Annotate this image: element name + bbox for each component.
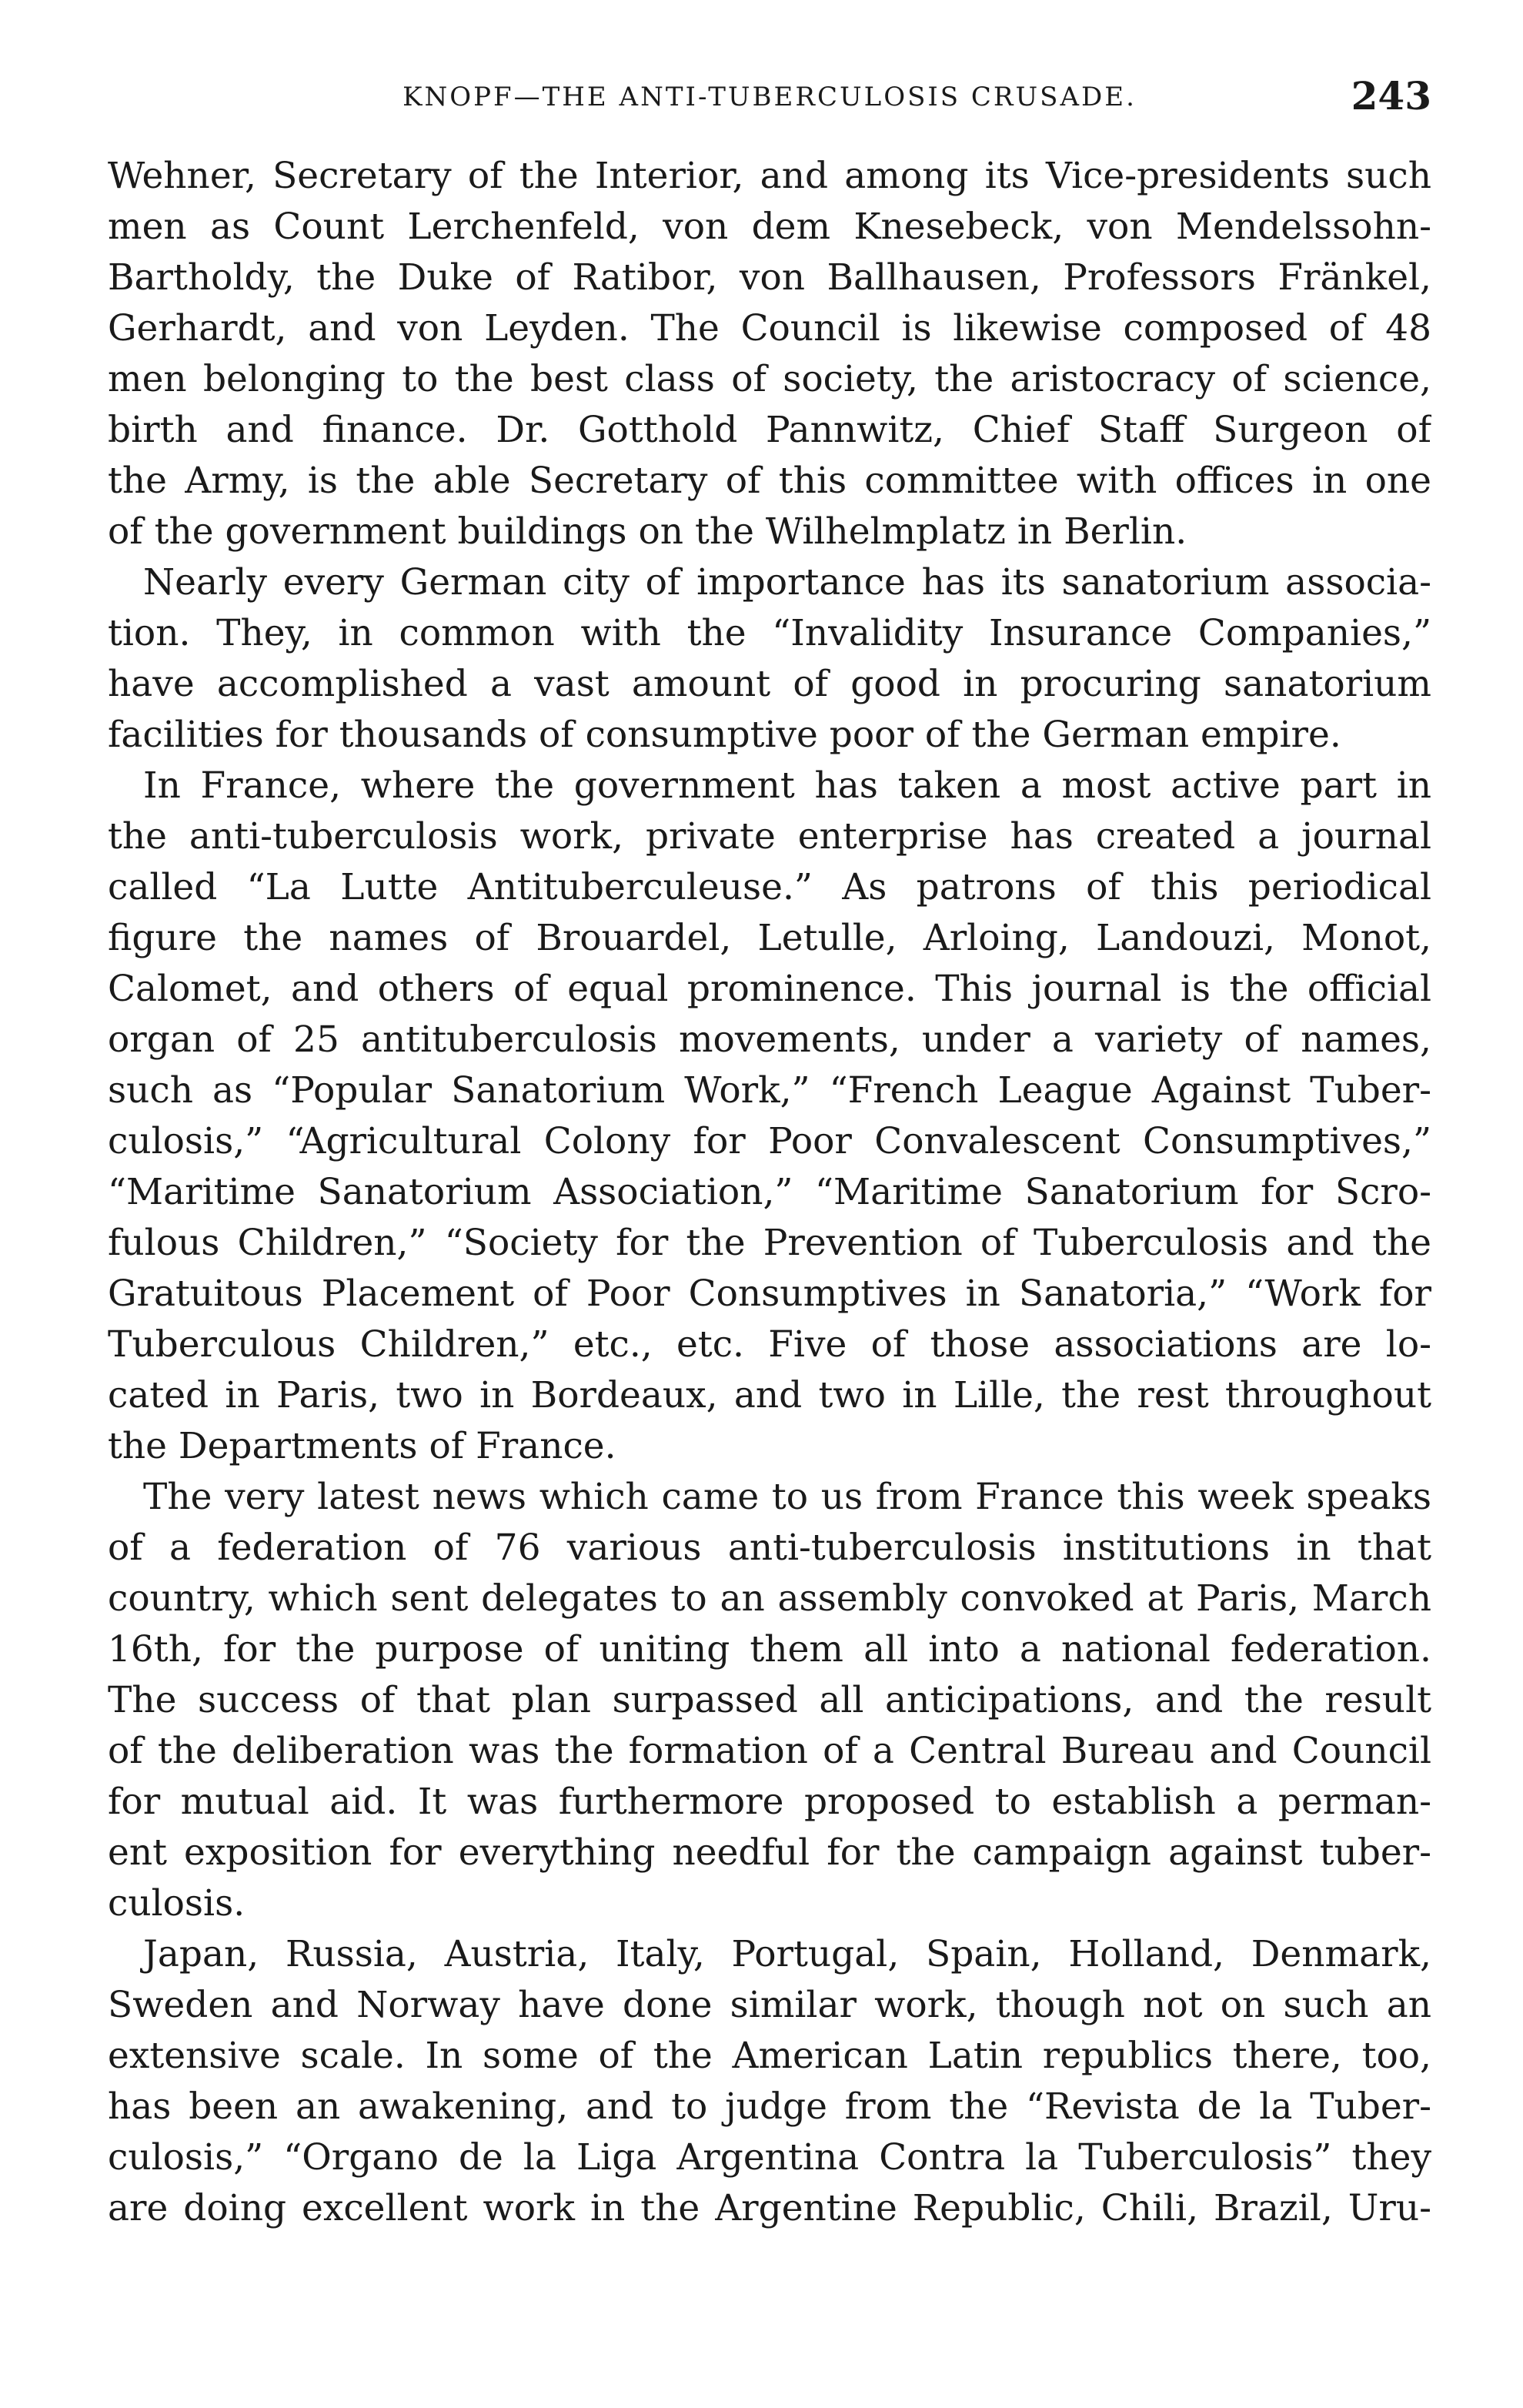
paragraph-2 [108, 557, 1431, 761]
text-line: extensive scale. In some of the American Latin republics there, too, [108, 2035, 1431, 2077]
text-line: 16th, for the purpose of uniting them all into a national federation. [108, 1628, 1431, 1671]
text-line: Gerhardt, and von Leyden. The Council is likewise composed of 48 [108, 307, 1431, 349]
text-line: men as Count Lerchenfeld, von dem Knesebeck, von Mendelssohn- [108, 206, 1431, 248]
text-line: culosis,” “Organo de la Liga Argentina Contra la Tuberculosis” they [108, 2136, 1431, 2179]
paragraph-4 [108, 1472, 1431, 1929]
running-head [108, 74, 1431, 135]
text-line: culosis. [108, 1882, 245, 1925]
text-line: the Army, is the able Secretary of this committee with offices in one [108, 460, 1431, 502]
page-number: 243 [1351, 73, 1431, 119]
paragraph-5 [108, 1929, 1431, 2234]
text-line: tion. They, in common with the “Invalidity Insurance Companies,” [108, 612, 1431, 654]
text-line: birth and finance. Dr. Gotthold Pannwitz, Chief Staff Surgeon of [108, 409, 1431, 451]
text-line: of the government buildings on the Wilhelmplatz in Berlin. [108, 510, 1187, 553]
text-line: figure the names of Brouardel, Letulle, Arloing, Landouzi, Monot, [108, 917, 1431, 959]
text-line: culosis,” “Agricultural Colony for Poor Convalescent Consumptives,” [108, 1120, 1431, 1162]
text-line: Wehner, Secretary of the Interior, and among its Vice-presidents such [108, 155, 1431, 197]
text-line: “Maritime Sanatorium Association,” “Maritime Sanatorium for Scro- [108, 1171, 1431, 1213]
text-line: the anti-tuberculosis work, private enterprise has created a journal [108, 815, 1431, 858]
text-line: fulous Children,” “Society for the Prevention of Tuberculosis and the [108, 1222, 1431, 1264]
text-line: Tuberculous Children,” etc., etc. Five of those associations are lo- [108, 1323, 1431, 1366]
text-line: men belonging to the best class of society, the aristocracy of science, [108, 358, 1431, 400]
text-line: Nearly every German city of importance has its sanatorium associa- [143, 561, 1431, 604]
text-line: has been an awakening, and to judge from the “Revista de la Tuber- [108, 2085, 1431, 2128]
text-line: Sweden and Norway have done similar work, though not on such an [108, 1984, 1431, 2026]
text-line: facilities for thousands of consumptive poor of the German empire. [108, 714, 1341, 756]
text-line: have accomplished a vast amount of good in procuring sanatorium [108, 663, 1431, 705]
body-text [108, 151, 1431, 2234]
text-line: Bartholdy, the Duke of Ratibor, von Ballhausen, Professors Fränkel, [108, 256, 1431, 299]
text-line: the Departments of France. [108, 1425, 616, 1467]
text-line: are doing excellent work in the Argentine Republic, Chili, Brazil, Uru- [108, 2187, 1431, 2229]
text-line: for mutual aid. It was furthermore proposed to establish a perman- [108, 1781, 1431, 1823]
text-line: The success of that plan surpassed all anticipations, and the result [108, 1679, 1431, 1721]
text-line: organ of 25 antituberculosis movements, under a variety of names, [108, 1018, 1431, 1061]
text-line: Calomet, and others of equal prominence. This journal is the official [108, 968, 1431, 1010]
text-line: ent exposition for everything needful for the campaign against tuber- [108, 1831, 1431, 1874]
text-line: The very latest news which came to us from France this week speaks [143, 1476, 1431, 1518]
text-line: such as “Popular Sanatorium Work,” “French League Against Tuber- [108, 1069, 1431, 1112]
text-line: Gratuitous Placement of Poor Consumptives in Sanatoria,” “Work for [108, 1273, 1431, 1315]
text-line: of the deliberation was the formation of a Central Bureau and Council [108, 1730, 1431, 1772]
text-line: Japan, Russia, Austria, Italy, Portugal, Spain, Holland, Denmark, [143, 1933, 1431, 1975]
text-line: of a federation of 76 various anti-tuberculosis institutions in that [108, 1527, 1431, 1569]
text-line: cated in Paris, two in Bordeaux, and two in Lille, the rest throughout [108, 1374, 1431, 1416]
text-line: In France, where the government has taken a most active part in [143, 764, 1431, 807]
paragraph-3 [108, 761, 1431, 1472]
text-line: country, which sent delegates to an assembly convoked at Paris, March [108, 1577, 1431, 1620]
paragraph-1 [108, 151, 1431, 557]
running-title: KNOPF—THE ANTI-TUBERCULOSIS CRUSADE. [402, 82, 1137, 112]
text-line: called “La Lutte Antituberculeuse.” As patrons of this periodical [108, 866, 1431, 908]
